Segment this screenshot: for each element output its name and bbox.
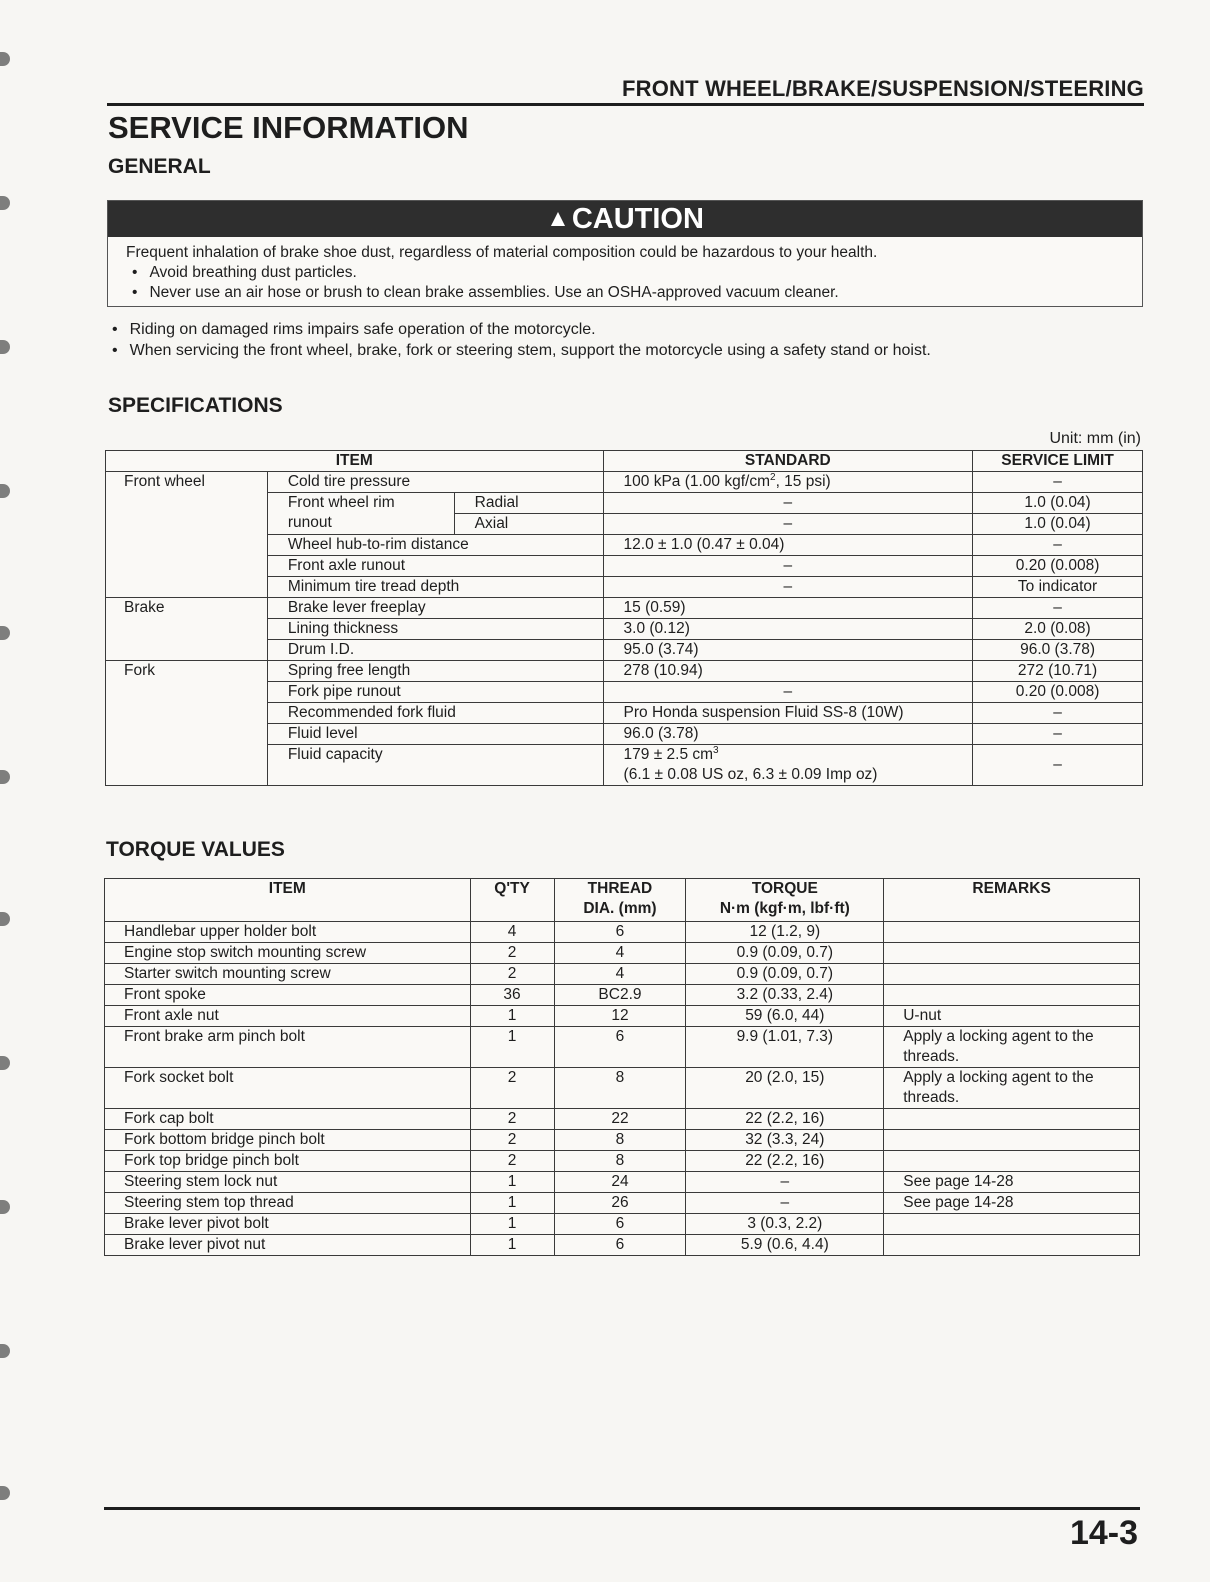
table-row — [105, 1193, 1140, 1214]
torque-qty: 1 — [470, 1027, 554, 1068]
spec-item: Lining thickness — [267, 619, 603, 640]
note-item: • When servicing the front wheel, brake, fork or steering stem, support the motorcycle using a safety stand or hoist. — [112, 340, 931, 361]
torque-remarks: U-nut — [884, 1006, 1140, 1027]
header-rule — [107, 103, 1144, 106]
binder-hole — [0, 1056, 10, 1070]
spec-limit: 1.0 (0.04) — [973, 514, 1143, 535]
page-number: 14-3 — [1069, 1514, 1138, 1552]
torque-thread: 6 — [554, 1214, 686, 1235]
torque-thread: 6 — [554, 1027, 686, 1068]
general-notes — [112, 319, 931, 361]
caution-bullet: • Avoid breathing dust particles. — [126, 263, 1142, 283]
torque-torque: 32 (3.3, 24) — [686, 1130, 884, 1151]
torque-remarks: Apply a locking agent to the threads. — [884, 1027, 1140, 1068]
torque-torque: 9.9 (1.01, 7.3) — [686, 1027, 884, 1068]
torque-qty: 1 — [470, 1172, 554, 1193]
header-standard: STANDARD — [603, 451, 973, 472]
torque-torque: 3 (0.3, 2.2) — [686, 1214, 884, 1235]
spec-standard: 179 ± 2.5 $cm^3$ (6.1 ± 0.08 US oz, 6.3 ± 0.09 Imp oz) — [603, 745, 973, 786]
spec-limit: – — [973, 535, 1143, 556]
spec-standard: 278 (10.94) — [603, 661, 973, 682]
torque-torque: 59 (6.0, 44) — [686, 1006, 884, 1027]
spec-item: Fluid capacity — [267, 745, 603, 786]
torque-torque: 0.9 (0.09, 0.7) — [686, 964, 884, 985]
table-row — [105, 1068, 1140, 1109]
torque-torque: 22 (2.2, 16) — [686, 1109, 884, 1130]
table-row — [105, 922, 1140, 943]
binder-hole — [0, 484, 10, 498]
table-row — [105, 1172, 1140, 1193]
torque-remarks — [884, 1214, 1140, 1235]
torque-torque: 20 (2.0, 15) — [686, 1068, 884, 1109]
binder-hole — [0, 196, 10, 210]
torque-thread: 24 — [554, 1172, 686, 1193]
spec-limit: 272 (10.71) — [973, 661, 1143, 682]
table-row — [105, 985, 1140, 1006]
specifications-table — [105, 450, 1143, 786]
torque-thread: 4 — [554, 943, 686, 964]
spec-limit: To indicator — [973, 577, 1143, 598]
torque-torque: 22 (2.2, 16) — [686, 1151, 884, 1172]
table-row — [106, 472, 1143, 493]
spec-standard: – — [603, 556, 973, 577]
torque-qty: 4 — [470, 922, 554, 943]
spec-standard: 15 (0.59) — [603, 598, 973, 619]
caution-title: CAUTION — [571, 202, 704, 235]
spec-item: Minimum tire tread depth — [267, 577, 603, 598]
torque-item: Brake lever pivot nut — [105, 1235, 471, 1256]
header-remarks: REMARKS — [884, 879, 1140, 922]
torque-remarks: See page 14-28 — [884, 1193, 1140, 1214]
torque-qty: 2 — [470, 943, 554, 964]
spec-limit: – — [973, 598, 1143, 619]
torque-thread: BC2.9 — [554, 985, 686, 1006]
torque-remarks — [884, 1151, 1140, 1172]
torque-remarks — [884, 1235, 1140, 1256]
torque-torque: 0.9 (0.09, 0.7) — [686, 943, 884, 964]
torque-thread: 12 — [554, 1006, 686, 1027]
torque-item: Engine stop switch mounting screw — [105, 943, 471, 964]
torque-remarks — [884, 1109, 1140, 1130]
spec-limit: 0.20 (0.008) — [973, 682, 1143, 703]
spec-standard: Pro Honda suspension Fluid SS-8 (10W) — [603, 703, 973, 724]
header-thread: THREAD DIA. (mm) — [554, 879, 686, 922]
torque-torque: – — [686, 1193, 884, 1214]
spec-limit: – — [973, 745, 1143, 786]
spec-limit: – — [973, 703, 1143, 724]
spec-limit: 1.0 (0.04) — [973, 493, 1143, 514]
header-torque: TORQUE N·m (kgf·m, lbf·ft) — [686, 879, 884, 922]
torque-thread: 6 — [554, 1235, 686, 1256]
torque-thread: 22 — [554, 1109, 686, 1130]
binder-hole — [0, 912, 10, 926]
torque-qty: 1 — [470, 1006, 554, 1027]
table-row — [105, 1130, 1140, 1151]
torque-thread: 8 — [554, 1151, 686, 1172]
spec-item: Spring free length — [267, 661, 603, 682]
torque-item: Fork bottom bridge pinch bolt — [105, 1130, 471, 1151]
spec-subitem-axial: Axial — [454, 514, 603, 535]
header-service-limit: SERVICE LIMIT — [973, 451, 1143, 472]
caution-box — [107, 200, 1143, 307]
group-front-wheel: Front wheel — [106, 472, 268, 598]
header-item: ITEM — [105, 879, 471, 922]
spec-item: Fork pipe runout — [267, 682, 603, 703]
table-row — [105, 1027, 1140, 1068]
table-row — [105, 943, 1140, 964]
spec-standard: 96.0 (3.78) — [603, 724, 973, 745]
torque-torque: – — [686, 1172, 884, 1193]
spec-limit: 96.0 (3.78) — [973, 640, 1143, 661]
binder-hole — [0, 1486, 10, 1500]
torque-item: Handlebar upper holder bolt — [105, 922, 471, 943]
table-header-row — [106, 451, 1143, 472]
spec-limit: 0.20 (0.008) — [973, 556, 1143, 577]
torque-item: Steering stem lock nut — [105, 1172, 471, 1193]
spec-limit: 2.0 (0.08) — [973, 619, 1143, 640]
group-fork: Fork — [106, 661, 268, 786]
unit-label: Unit: mm (in) — [1049, 430, 1141, 447]
binder-hole — [0, 626, 10, 640]
torque-remarks — [884, 985, 1140, 1006]
caution-banner — [108, 201, 1142, 237]
header-item: ITEM — [106, 451, 604, 472]
spec-item: Cold tire pressure — [267, 472, 603, 493]
binder-hole — [0, 1344, 10, 1358]
binder-hole — [0, 52, 10, 66]
binder-hole — [0, 1200, 10, 1214]
torque-thread: 8 — [554, 1130, 686, 1151]
spec-item: Front wheel rim runout — [267, 493, 454, 535]
torque-torque: 5.9 (0.6, 4.4) — [686, 1235, 884, 1256]
caution-text: Frequent inhalation of brake shoe dust, regardless of material composition could be hazardous to your health. — [126, 244, 878, 261]
torque-item: Front brake arm pinch bolt — [105, 1027, 471, 1068]
spec-standard: 12.0 ± 1.0 (0.47 ± 0.04) — [603, 535, 973, 556]
torque-item: Fork cap bolt — [105, 1109, 471, 1130]
warning-triangle-icon: ▲ — [546, 205, 570, 232]
table-row — [105, 1235, 1140, 1256]
torque-qty: 2 — [470, 1109, 554, 1130]
header-qty: Q'TY — [470, 879, 554, 922]
table-row — [106, 661, 1143, 682]
torque-item: Starter switch mounting screw — [105, 964, 471, 985]
section-general-heading: GENERAL — [108, 155, 211, 178]
section-torque-heading: TORQUE VALUES — [106, 838, 285, 861]
group-brake: Brake — [106, 598, 268, 661]
caution-bullet: • Never use an air hose or brush to clean brake assemblies. Use an OSHA-approved vacuum cleaner. — [126, 283, 1142, 303]
torque-qty: 2 — [470, 1130, 554, 1151]
torque-qty: 1 — [470, 1235, 554, 1256]
torque-values-table — [104, 878, 1140, 1256]
spec-limit: – — [973, 724, 1143, 745]
table-header-row — [105, 879, 1140, 922]
spec-standard: – — [603, 682, 973, 703]
table-row — [105, 1214, 1140, 1235]
torque-qty: 2 — [470, 1068, 554, 1109]
torque-remarks — [884, 943, 1140, 964]
binder-hole — [0, 770, 10, 784]
torque-remarks: See page 14-28 — [884, 1172, 1140, 1193]
section-specifications-heading: SPECIFICATIONS — [108, 394, 283, 417]
torque-qty: 1 — [470, 1193, 554, 1214]
spec-standard: – — [603, 577, 973, 598]
spec-limit: – — [973, 472, 1143, 493]
page-title: SERVICE INFORMATION — [108, 110, 469, 145]
torque-remarks — [884, 922, 1140, 943]
torque-remarks — [884, 964, 1140, 985]
spec-item: Drum I.D. — [267, 640, 603, 661]
torque-thread: 4 — [554, 964, 686, 985]
torque-item: Front spoke — [105, 985, 471, 1006]
spec-standard: 3.0 (0.12) — [603, 619, 973, 640]
torque-table-body — [105, 922, 1140, 1256]
table-row — [106, 598, 1143, 619]
spec-standard: – — [603, 514, 973, 535]
spec-standard: – — [603, 493, 973, 514]
torque-qty: 36 — [470, 985, 554, 1006]
torque-item: Steering stem top thread — [105, 1193, 471, 1214]
spec-standard: 100 kPa (1.00 kgf/$cm^2$, 15 psi) — [603, 472, 973, 493]
table-row — [105, 1151, 1140, 1172]
spec-standard: 95.0 (3.74) — [603, 640, 973, 661]
torque-item: Fork socket bolt — [105, 1068, 471, 1109]
torque-remarks — [884, 1130, 1140, 1151]
torque-item: Brake lever pivot bolt — [105, 1214, 471, 1235]
spec-item: Fluid level — [267, 724, 603, 745]
table-row — [105, 1109, 1140, 1130]
torque-thread: 26 — [554, 1193, 686, 1214]
caution-body — [108, 237, 1142, 303]
torque-thread: 8 — [554, 1068, 686, 1109]
spec-subitem-radial: Radial — [454, 493, 603, 514]
binder-holes — [0, 0, 14, 1582]
torque-qty: 2 — [470, 964, 554, 985]
footer-rule — [104, 1507, 1140, 1510]
chapter-header: FRONT WHEEL/BRAKE/SUSPENSION/STEERING — [622, 76, 1144, 101]
binder-hole — [0, 340, 10, 354]
spec-item: Recommended fork fluid — [267, 703, 603, 724]
torque-torque: 3.2 (0.33, 2.4) — [686, 985, 884, 1006]
spec-item: Wheel hub-to-rim distance — [267, 535, 603, 556]
note-item: • Riding on damaged rims impairs safe operation of the motorcycle. — [112, 319, 931, 340]
torque-thread: 6 — [554, 922, 686, 943]
torque-remarks: Apply a locking agent to the threads. — [884, 1068, 1140, 1109]
torque-item: Front axle nut — [105, 1006, 471, 1027]
table-row — [105, 964, 1140, 985]
torque-item: Fork top bridge pinch bolt — [105, 1151, 471, 1172]
spec-item: Front axle runout — [267, 556, 603, 577]
torque-qty: 2 — [470, 1151, 554, 1172]
torque-qty: 1 — [470, 1214, 554, 1235]
table-row — [105, 1006, 1140, 1027]
spec-item: Brake lever freeplay — [267, 598, 603, 619]
torque-torque: 12 (1.2, 9) — [686, 922, 884, 943]
